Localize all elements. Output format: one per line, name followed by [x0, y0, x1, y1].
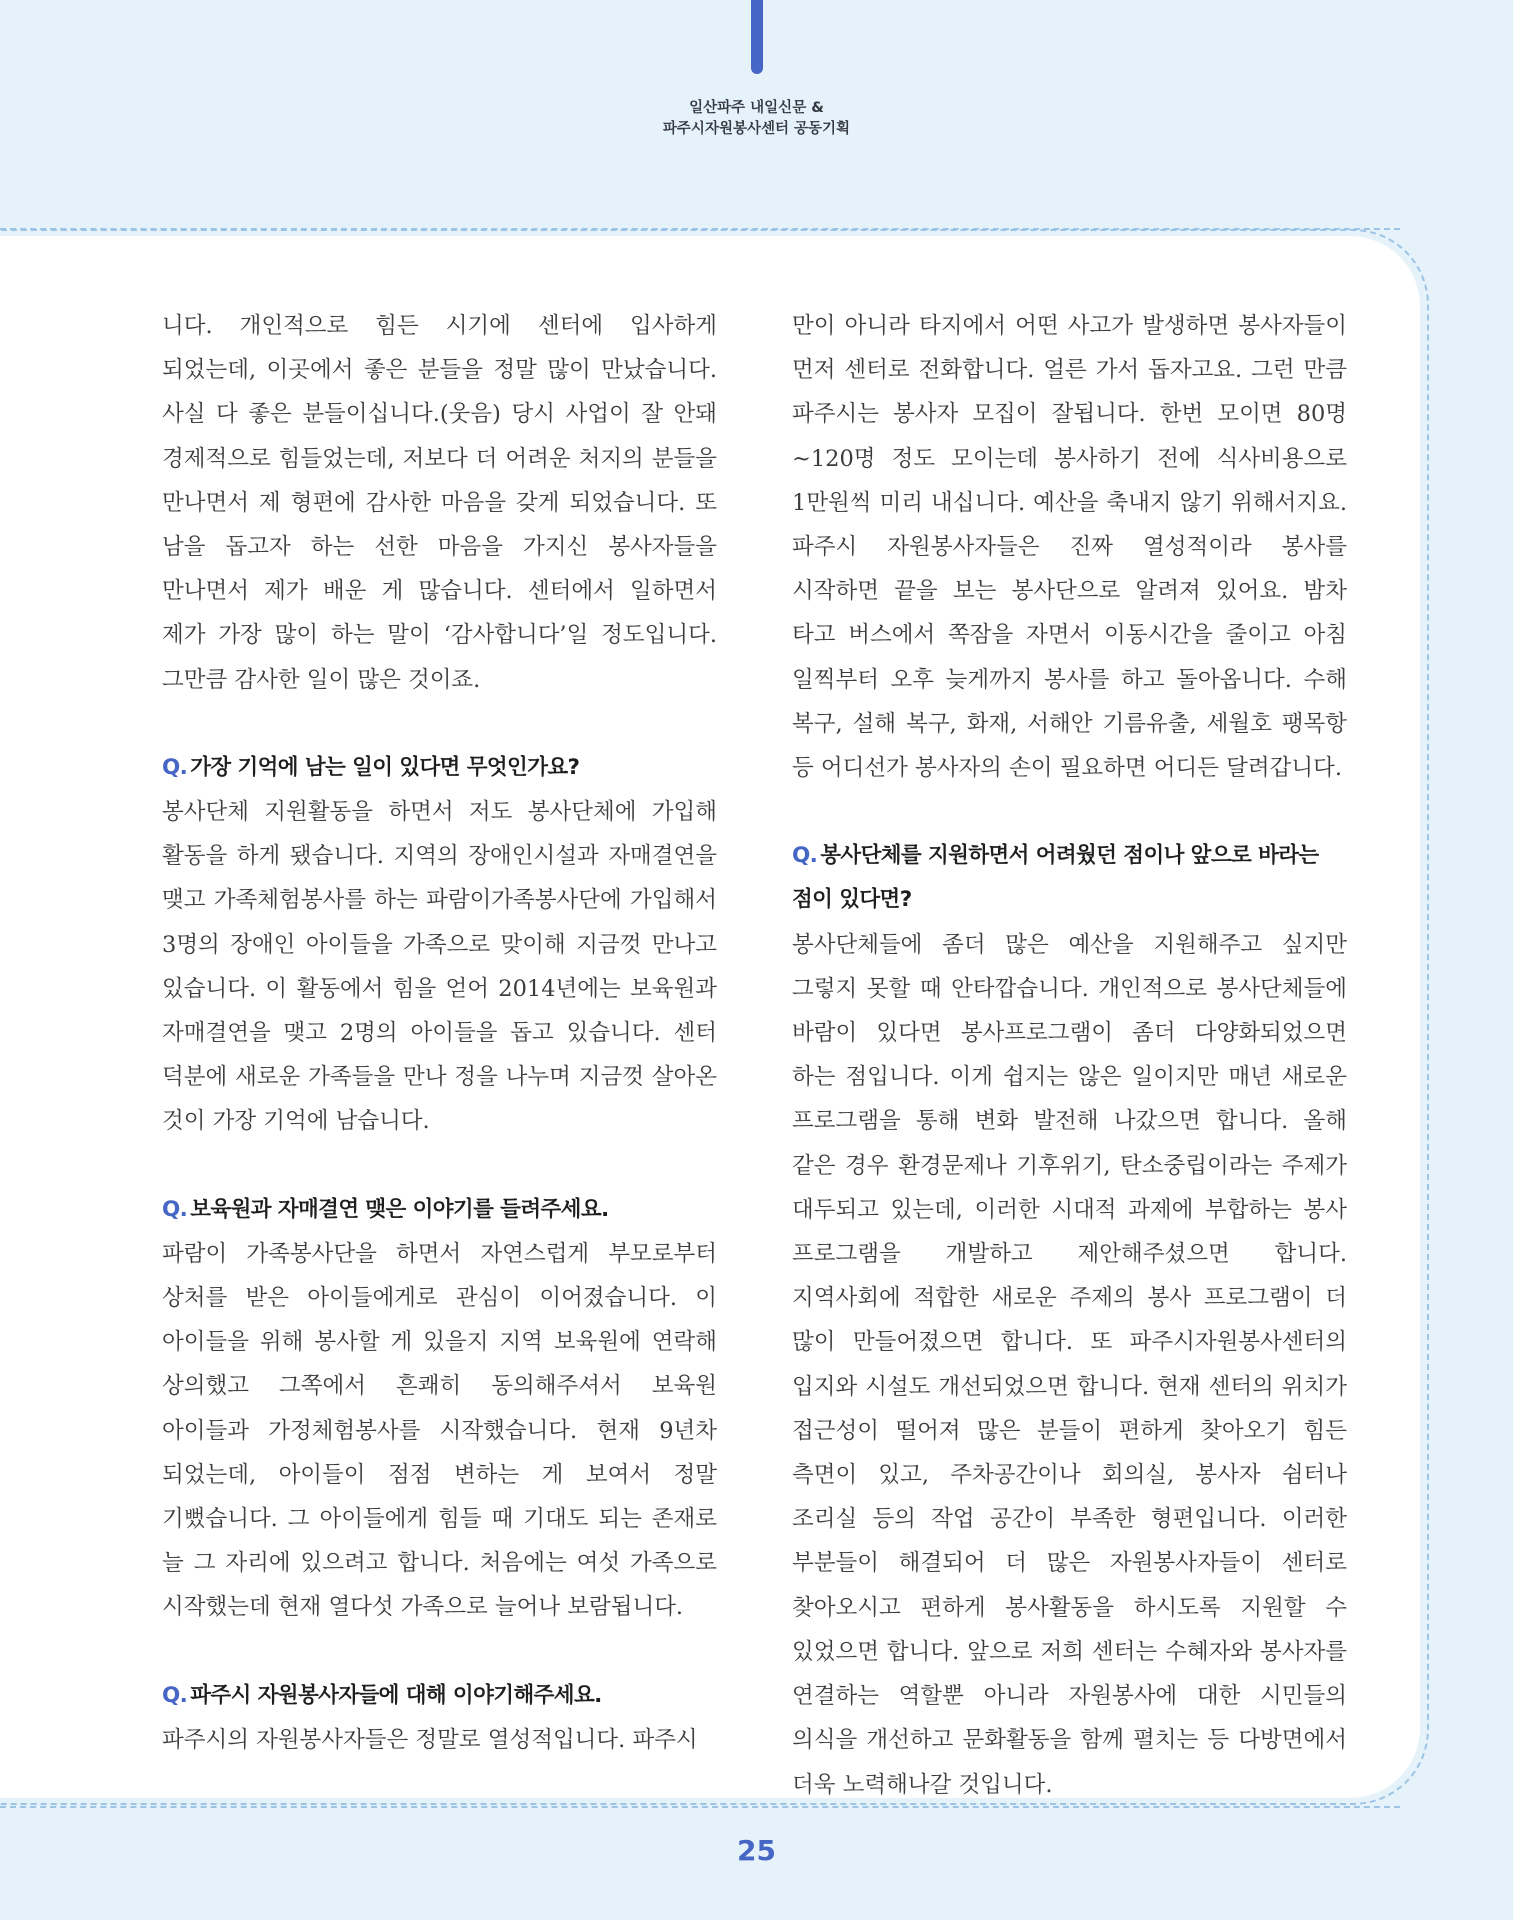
right-column [792, 304, 1347, 1807]
header-line-1: 일산파주 내일신문 & [689, 100, 824, 116]
left-column [162, 304, 717, 1762]
question-mark-label: Q. [162, 754, 188, 780]
section-gap [792, 790, 1347, 834]
section-gap [162, 1630, 717, 1674]
answer-paragraph: 파람이 가족봉사단을 하면서 자연스럽게 부모로부터 상처를 받은 아이들에게로 관심이 이어졌습니다. 이 아이들을 위해 봉사할 게 있을지 지역 보육원에 연락해 상의했고 그쪽에서 흔쾌히 동의해주셔서 보육원 아이들과 가정체험봉사를 시작했습니다. 현재 9년차 되었는데, 아이들이 점점 변하는 게 보여서 정말 기뻤습니다. 그 아이들에게 힘들 때 기대도 되는 존재로 늘 그 자리에 있으려고 합니다. 처음에는 여섯 가족으로 시작했는데 현재 열다섯 가족으로 늘어나 보람됩니다. [162, 1240, 717, 1621]
question-text: 파주시 자원봉사자들에 대해 이야기해주세요. [190, 1682, 602, 1708]
question-heading [162, 1188, 717, 1232]
answer-paragraph: 봉사단체 지원활동을 하면서 저도 봉사단체에 가입해 활동을 하게 됐습니다. 지역의 장애인시설과 자매결연을 맺고 가족체험봉사를 하는 파람이가족봉사단에 가입해서 3명의 장애인 아이들을 가족으로 맞이해 지금껏 만나고 있습니다. 이 활동에서 힘을 얻어 2014년에는 보육원과 자매결연을 맺고 2명의 아이들을 돕고 있습니다. 센터 덕분에 새로운 가족들을 만나 정을 나누며 지금껏 살아온 것이 가장 기억에 남습니다. [162, 799, 717, 1135]
question-text: 가장 기억에 남는 일이 있다면 무엇인가요? [190, 754, 580, 780]
question-heading [792, 834, 1347, 922]
question-mark-label: Q. [162, 1682, 188, 1708]
top-accent-bar [751, 0, 763, 74]
page-number: 25 [737, 1834, 776, 1867]
section-gap [162, 1144, 717, 1188]
continued-paragraph: 만이 아니라 타지에서 어떤 사고가 발생하면 봉사자들이 먼저 센터로 전화합니다. 얼른 가서 돕자고요. 그런 만큼 파주시는 봉사자 모집이 잘됩니다. 한번 모이면 80명~120명 정도 모이는데 봉사하기 전에 식사비용으로 1만원씩 미리 내십니다. 예산을 축내지 않기 위해서지요. 파주시 자원봉사자들은 진짜 열성적이라 봉사를 시작하면 끝을 보는 봉사단으로 알려져 있어요. 밤차 타고 버스에서 쪽잠을 자면서 이동시간을 줄이고 아침 일찍부터 오후 늦게까지 봉사를 하고 돌아옵니다. 수해 복구, 설해 복구, 화재, 서해안 기름유출, 세월호 팽목항 등 어디선가 봉사자의 손이 필요하면 어디든 달려갑니다. [792, 313, 1347, 782]
question-text: 보육원과 자매결연 맺은 이야기를 들려주세요. [190, 1196, 609, 1222]
question-mark-label: Q. [162, 1196, 188, 1222]
intro-paragraph: 니다. 개인적으로 힘든 시기에 센터에 입사하게 되었는데, 이곳에서 좋은 분들을 정말 많이 만났습니다. 사실 다 좋은 분들이십니다.(웃음) 당시 사업이 잘 안돼 경제적으로 힘들었는데, 저보다 더 어려운 처지의 분들을 만나면서 제 형편에 감사한 마음을 갖게 되었습니다. 또 남을 돕고자 하는 선한 마음을 가지신 봉사자들을 만나면서 제가 배운 게 많습니다. 센터에서 일하면서 제가 가장 많이 하는 말이 ‘감사합니다’일 정도입니다. 그만큼 감사한 일이 많은 것이죠. [162, 313, 717, 693]
header-line-2: 파주시자원봉사센터 공동기획 [662, 121, 851, 137]
question-heading [162, 1674, 717, 1718]
section-gap [162, 702, 717, 746]
page-header [0, 98, 1513, 140]
answer-paragraph: 파주시의 자원봉사자들은 정말로 열성적입니다. 파주시 [162, 1726, 698, 1753]
question-heading [162, 746, 717, 790]
question-mark-label: Q. [792, 843, 818, 869]
question-text: 봉사단체를 지원하면서 어려웠던 점이나 앞으로 바라는 점이 있다면? [792, 843, 1319, 913]
answer-paragraph: 봉사단체들에 좀더 많은 예산을 지원해주고 싶지만 그렇지 못할 때 안타깝습니다. 개인적으로 봉사단체들에 바람이 있다면 봉사프로그램이 좀더 다양화되었으면 하는 점입니다. 이게 쉽지는 않은 일이지만 매년 새로운 프로그램을 통해 변화 발전해 나갔으면 합니다. 올해 같은 경우 환경문제나 기후위기, 탄소중립이라는 주제가 대두되고 있는데, 이러한 시대적 과제에 부합하는 봉사 프로그램을 개발하고 제안해주셨으면 합니다. 지역사회에 적합한 새로운 주제의 봉사 프로그램이 더 많이 만들어졌으면 합니다. 또 파주시자원봉사센터의 입지와 시설도 개선되었으면 합니다. 현재 센터의 위치가 접근성이 떨어져 많은 분들이 편하게 찾아오기 힘든 측면이 있고, 주차공간이나 회의실, 봉사자 쉼터나 조리실 등의 작업 공간이 부족한 형편입니다. 이러한 부분들이 해결되어 더 많은 자원봉사자들이 센터로 찾아오시고 편하게 봉사활동을 하시도록 지원할 수 있었으면 합니다. 앞으로 저희 센터는 수혜자와 봉사자를 연결하는 역할뿐 아니라 자원봉사에 대한 시민들의 의식을 개선하고 문화활동을 함께 펼치는 등 다방면에서 더욱 노력해나갈 것입니다. [792, 931, 1347, 1798]
